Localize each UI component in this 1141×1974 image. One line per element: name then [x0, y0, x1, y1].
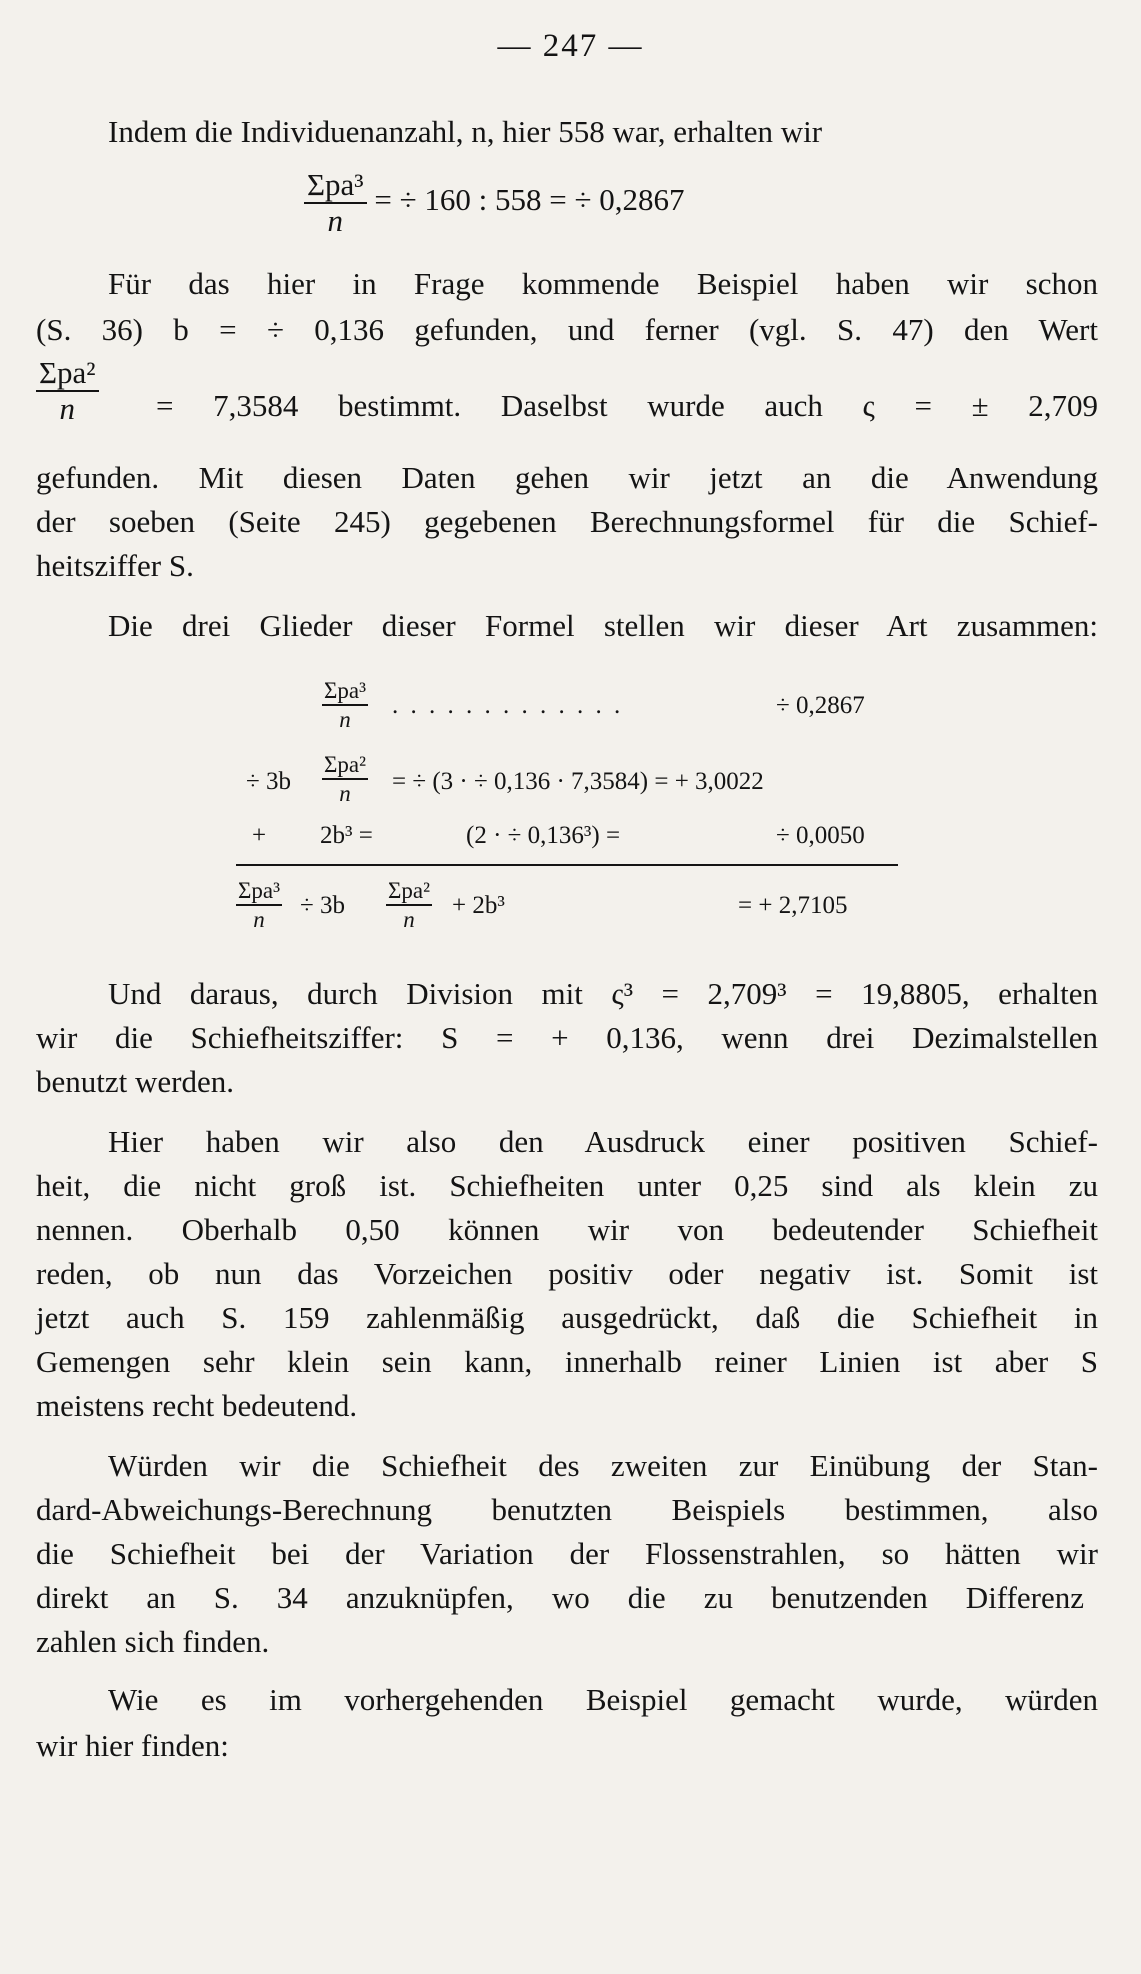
- p2-line-6: heitsziffer S.: [36, 548, 194, 583]
- p4-line-1: Und daraus, durch Division mit ς³ = 2,709³ = 19,8805, erhalten: [108, 976, 1098, 1011]
- table-row2-numerator: Σpa²: [322, 752, 368, 780]
- table-row4-numerator-2: Σpa²: [386, 878, 432, 906]
- table-row4-denominator-1: n: [253, 907, 265, 932]
- p3-line-1: Die drei Glieder dieser Formel stellen wir dieser Art zusammen:: [108, 608, 1098, 643]
- p5-line-3: nennen. Oberhalb 0,50 können wir von bedeutender Schiefheit: [36, 1212, 1098, 1247]
- table-row4-operator: ÷ 3b: [300, 892, 345, 919]
- p6-line-1: Würden wir die Schiefheit des zweiten zur Einübung der Stan-: [108, 1448, 1098, 1483]
- p5-line-4: reden, ob nun das Vorzeichen positiv oder negativ ist. Somit ist: [36, 1256, 1098, 1291]
- table-row2-denominator: n: [339, 781, 351, 806]
- p2-fraction-numerator: Σpa²: [36, 356, 99, 392]
- p4-line-3: benutzt werden.: [36, 1064, 234, 1099]
- p2-line-3-rest: = 7,3584 bestimmt. Daselbst wurde auch ς = ± 2,709: [156, 388, 1098, 423]
- p2-fraction: [36, 356, 99, 426]
- table-row3-value: ÷ 0,0050: [776, 822, 865, 849]
- table-sum-rule: [236, 864, 898, 866]
- p7-line-1: Wie es im vorhergehenden Beispiel gemacht wurde, würden: [108, 1682, 1098, 1717]
- table-row1-fraction: [322, 678, 368, 734]
- table-row3-expression: (2 · ÷ 0,136³) =: [466, 822, 621, 849]
- p2-line-5: der soeben (Seite 245) gegebenen Berechnungsformel für die Schief-: [36, 504, 1098, 539]
- table-row2-expression: = ÷ (3 · ÷ 0,136 · 7,3584) = + 3,0022: [392, 768, 764, 795]
- page-number: — 247 —: [497, 28, 644, 64]
- table-row4-plus-term: + 2b³: [452, 892, 505, 919]
- p6-line-5: zahlen sich finden.: [36, 1624, 270, 1659]
- table-row2-fraction: [322, 752, 368, 808]
- p1-equation: [304, 168, 684, 238]
- table-row1-value: ÷ 0,2867: [776, 692, 865, 719]
- p1-fraction-numerator: Σpa³: [304, 168, 367, 204]
- table-row2-prefix: ÷ 3b: [246, 768, 291, 795]
- p1-line: Indem die Individuenanzahl, n, hier 558 war, erhalten wir: [108, 114, 823, 149]
- table-row4-numerator-1: Σpa³: [236, 878, 282, 906]
- table-row4-fraction-1: [236, 878, 282, 934]
- p4-line-2: wir die Schiefheitsziffer: S = + 0,136, wenn drei Dezimalstellen: [36, 1020, 1098, 1055]
- p5-line-1: Hier haben wir also den Ausdruck einer positiven Schief-: [108, 1124, 1098, 1159]
- p1-equation-rest: = ÷ 160 : 558 = ÷ 0,2867: [374, 182, 685, 218]
- table-row1-dots: . . . . . . . . . . . . .: [392, 692, 624, 719]
- p6-line-4: direkt an S. 34 anzuknüpfen, wo die zu benutzenden Differenz: [36, 1580, 1084, 1615]
- p6-line-3: die Schiefheit bei der Variation der Flossenstrahlen, so hätten wir: [36, 1536, 1098, 1571]
- p1-fraction: [304, 168, 367, 238]
- table-row1-denominator: n: [339, 707, 351, 732]
- p2-line-2: (S. 36) b = ÷ 0,136 gefunden, und ferner (vgl. S. 47) den Wert: [36, 312, 1098, 347]
- table-row3-sign: +: [252, 822, 267, 849]
- p7-line-2: wir hier finden:: [36, 1728, 229, 1763]
- p5-line-6: Gemengen sehr klein sein kann, innerhalb reiner Linien ist aber S: [36, 1344, 1098, 1379]
- p2-line-4: gefunden. Mit diesen Daten gehen wir jetzt an die Anwendung: [36, 460, 1098, 495]
- p5-line-5: jetzt auch S. 159 zahlenmäßig ausgedrückt, daß die Schiefheit in: [36, 1300, 1098, 1335]
- table-row1-numerator: Σpa³: [322, 678, 368, 706]
- table-row3-term: 2b³ =: [320, 822, 373, 849]
- p2-line-1: Für das hier in Frage kommende Beispiel haben wir schon: [108, 266, 1098, 301]
- p2-line-3: [36, 356, 1098, 426]
- p1-fraction-denominator: n: [327, 203, 344, 238]
- table-row4-denominator-2: n: [403, 907, 415, 932]
- p2-fraction-denominator: n: [59, 391, 76, 426]
- table-row4-fraction-2: [386, 878, 432, 934]
- p5-line-2: heit, die nicht groß ist. Schiefheiten unter 0,25 sind als klein zu: [36, 1168, 1098, 1203]
- p6-line-2: dard-Abweichungs-Berechnung benutzten Beispiels bestimmen, also: [36, 1492, 1098, 1527]
- p5-line-7: meistens recht bedeutend.: [36, 1388, 358, 1423]
- table-row4-value: = + 2,7105: [738, 892, 848, 919]
